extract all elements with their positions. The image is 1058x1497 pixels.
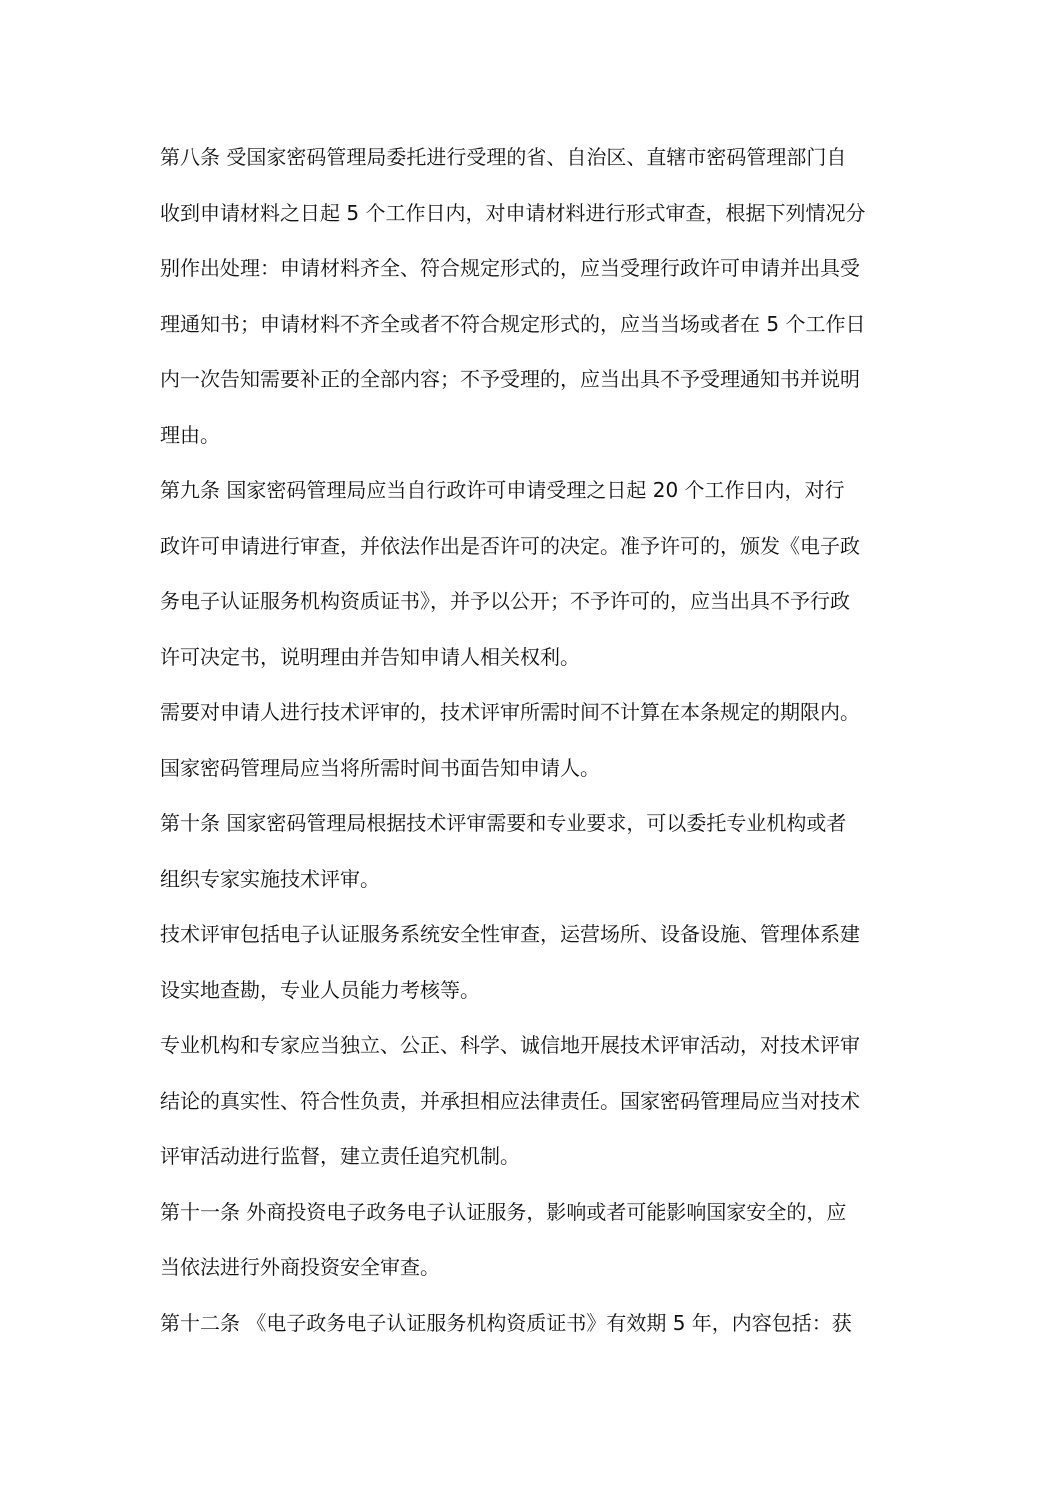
text-line: 组织专家实施技术评审。 — [160, 866, 380, 891]
text-line: 政许可申请进行审查，并依法作出是否许可的决定。准予许可的，颁发《电子政 — [160, 533, 860, 558]
text-line: 别作出处理：申请材料齐全、符合规定形式的，应当受理行政许可申请并出具受 — [160, 256, 860, 280]
regulation-text — [160, 130, 905, 1351]
text-line: 第十条 国家密码管理局根据技术评审需要和专业要求，可以委托专业机构或者 — [160, 811, 847, 835]
text-line: 内一次告知需要补正的全部内容；不予受理的，应当出具不予受理通知书并说明 — [160, 367, 860, 391]
text-line: 第十二条 《电子政务电子认证服务机构资质证书》有效期 5 年，内容包括：获 — [160, 1310, 852, 1335]
text-line: 需要对申请人进行技术评审的，技术评审所需时间不计算在本条规定的期限内。 — [160, 700, 860, 724]
text-line: 许可决定书，说明理由并告知申请人相关权利。 — [160, 644, 580, 669]
text-line: 第十一条 外商投资电子政务电子认证服务，影响或者可能影响国家安全的，应 — [160, 1199, 847, 1224]
text-line: 理由。 — [160, 422, 220, 447]
text-line: 设实地查勘，专业人员能力考核等。 — [160, 977, 480, 1002]
text-line: 当依法进行外商投资安全审查。 — [160, 1255, 440, 1279]
text-line: 国家密码管理局应当将所需时间书面告知申请人。 — [160, 755, 600, 780]
text-line: 第八条 受国家密码管理局委托进行受理的省、自治区、直辖市密码管理部门自 — [160, 145, 847, 169]
text-line: 技术评审包括电子认证服务系统安全性审查，运营场所、设备设施、管理体系建 — [160, 922, 860, 946]
text-line: 第九条 国家密码管理局应当自行政许可申请受理之日起 20 个工作日内，对行 — [160, 478, 845, 502]
text-line: 务电子认证服务机构资质证书》，并予以公开；不予许可的，应当出具不予行政 — [160, 589, 850, 613]
text-line: 结论的真实性、符合性负责，并承担相应法律责任。国家密码管理局应当对技术 — [160, 1088, 860, 1113]
text-line: 收到申请材料之日起 5 个工作日内，对申请材料进行形式审查，根据下列情况分 — [160, 200, 866, 225]
text-line: 专业机构和专家应当独立、公正、科学、诚信地开展技术评审活动，对技术评审 — [160, 1033, 860, 1057]
text-line: 理通知书；申请材料不齐全或者不符合规定形式的，应当当场或者在 5 个工作日 — [160, 311, 866, 336]
text-line: 评审活动进行监督，建立责任追究机制。 — [160, 1144, 520, 1168]
